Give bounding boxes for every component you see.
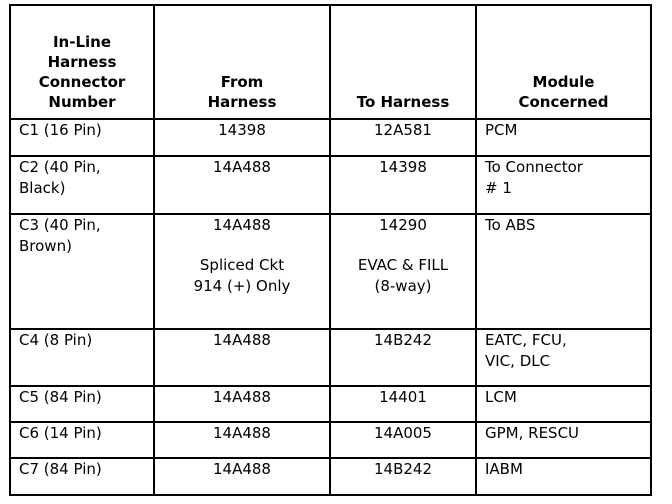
cell-text: 14290: [379, 216, 427, 234]
from-cell: [154, 156, 330, 214]
from-cell: [154, 119, 330, 156]
header-connector-number: [10, 5, 154, 119]
connector-cell: [10, 156, 154, 214]
cell-text: LCM: [485, 388, 517, 406]
cell-text: 14B242: [373, 331, 432, 349]
cell-text: GPM, RESCU: [485, 424, 580, 442]
header-row: [10, 5, 651, 119]
from-cell: [154, 458, 330, 495]
table-row: [10, 156, 651, 214]
to-cell: [330, 458, 476, 495]
module-cell: [476, 386, 651, 422]
to-cell: [330, 386, 476, 422]
from-cell: [154, 386, 330, 422]
header-text: From: [220, 73, 264, 91]
table-row: [10, 422, 651, 458]
table-row: [10, 458, 651, 495]
cell-text: 12A581: [374, 121, 432, 139]
cell-text: 14398: [218, 121, 266, 139]
cell-text: C1 (16 Pin): [19, 121, 102, 139]
from-note: [163, 255, 321, 297]
connector-cell: [10, 386, 154, 422]
cell-text: 14A488: [213, 388, 271, 406]
cell-text: To Connector: [485, 158, 583, 176]
module-cell: [476, 329, 651, 386]
cell-text: VIC, DLC: [485, 352, 551, 370]
connector-cell: [10, 458, 154, 495]
cell-text: EVAC & FILL: [357, 256, 449, 274]
from-cell: [154, 422, 330, 458]
header-text: In-Line: [52, 33, 112, 51]
header-to-harness: [330, 5, 476, 119]
table-row: [10, 329, 651, 386]
module-cell: [476, 214, 651, 329]
to-cell: [330, 214, 476, 329]
to-cell: [330, 422, 476, 458]
connector-cell: [10, 422, 154, 458]
to-cell: [330, 329, 476, 386]
module-cell: [476, 156, 651, 214]
cell-text: Black): [19, 179, 66, 197]
cell-text: 14398: [379, 158, 427, 176]
header-text: Module: [532, 73, 595, 91]
header-text: Concerned: [518, 93, 609, 111]
module-cell: [476, 422, 651, 458]
to-cell: [330, 156, 476, 214]
header-module-concerned: [476, 5, 651, 119]
table-row: [10, 119, 651, 156]
module-cell: [476, 119, 651, 156]
cell-text: To ABS: [485, 216, 536, 234]
cell-text: 14B242: [373, 460, 432, 478]
cell-text: 14401: [379, 388, 427, 406]
from-cell: [154, 214, 330, 329]
cell-text: C4 (8 Pin): [19, 331, 93, 349]
cell-text: PCM: [485, 121, 518, 139]
cell-text: Spliced Ckt: [199, 256, 285, 274]
cell-text: 14A488: [213, 331, 271, 349]
cell-text: IABM: [485, 460, 523, 478]
cell-text: 14A488: [213, 216, 271, 234]
cell-text: 14A488: [213, 158, 271, 176]
cell-text: # 1: [485, 179, 512, 197]
header-from-harness: [154, 5, 330, 119]
module-cell: [476, 458, 651, 495]
header-text: Harness: [207, 93, 277, 111]
cell-text: (8-way): [374, 277, 432, 295]
cell-text: C3 (40 Pin,: [19, 216, 101, 234]
header-text: To Harness: [356, 93, 450, 111]
header-text: Number: [48, 93, 116, 111]
connector-cell: [10, 329, 154, 386]
connector-table: [9, 4, 652, 496]
to-note: [339, 255, 467, 297]
cell-text: 14A005: [374, 424, 432, 442]
cell-text: 14A488: [213, 460, 271, 478]
cell-text: 14A488: [213, 424, 271, 442]
cell-text: 914 (+) Only: [193, 277, 291, 295]
from-cell: [154, 329, 330, 386]
table-row: [10, 386, 651, 422]
cell-text: Brown): [19, 237, 72, 255]
header-text: Harness: [47, 53, 117, 71]
connector-cell: [10, 119, 154, 156]
cell-text: C5 (84 Pin): [19, 388, 102, 406]
cell-text: C6 (14 Pin): [19, 424, 102, 442]
to-cell: [330, 119, 476, 156]
header-text: Connector: [38, 73, 126, 91]
cell-text: C2 (40 Pin,: [19, 158, 101, 176]
table-row: [10, 214, 651, 329]
cell-text: C7 (84 Pin): [19, 460, 102, 478]
connector-cell: [10, 214, 154, 329]
cell-text: EATC, FCU,: [485, 331, 567, 349]
